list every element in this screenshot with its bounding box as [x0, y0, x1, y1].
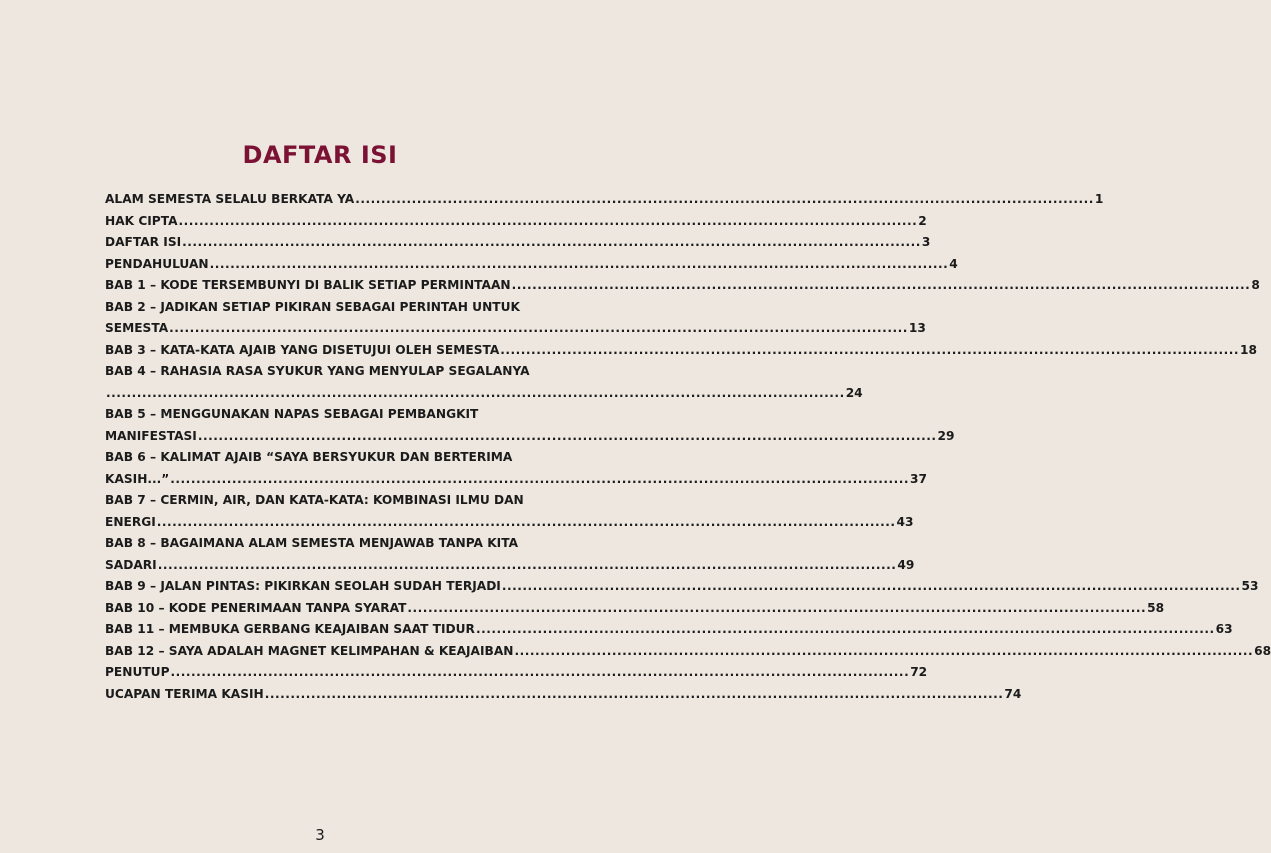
toc-entry-title: PENDAHULUAN	[105, 256, 209, 271]
toc-entry	[105, 576, 1259, 598]
toc-entry-title: BAB 4 – RAHASIA RASA SYUKUR YANG MENYULAP SEGALANYA	[105, 364, 530, 378]
toc-entry-title: SADARI	[105, 557, 157, 572]
toc-entry-title: ENERGI	[105, 514, 156, 529]
toc-entry	[105, 662, 928, 684]
toc-entry-page: 8	[1251, 278, 1260, 292]
toc-entry	[105, 340, 1257, 362]
toc-entry-page: 53	[1241, 579, 1259, 593]
toc-dot-leader	[210, 254, 949, 276]
toc-entry-title: BAB 2 – JADIKAN SETIAP PIKIRAN SEBAGAI PERINTAH UNTUK	[105, 299, 520, 314]
toc-entry-page: 37	[910, 471, 927, 486]
toc-entry-title: DAFTAR ISI	[105, 235, 182, 249]
toc-entry	[105, 297, 541, 319]
toc-dot-leader	[179, 211, 918, 233]
toc-entry	[105, 426, 955, 448]
toc-dot-leader	[476, 619, 1215, 641]
page-number: 3	[315, 826, 325, 844]
toc-entry-title: BAB 9 – JALAN PINTAS: PIKIRKAN SEOLAH SUDAH TERJADI	[105, 579, 501, 593]
toc-entry	[105, 641, 1271, 663]
toc-entry	[105, 533, 541, 555]
toc-entry	[105, 361, 541, 383]
toc-dot-leader	[355, 189, 1094, 211]
toc-entry	[105, 404, 541, 426]
toc-dot-leader	[182, 232, 921, 254]
toc-entry-page: 68	[1254, 643, 1271, 658]
toc-dot-leader	[500, 340, 1239, 362]
toc-entry-page: 4	[949, 256, 958, 271]
toc-entry-page: 1	[1094, 192, 1104, 206]
toc-entry	[105, 232, 931, 254]
toc-dot-leader	[514, 641, 1253, 663]
toc-dot-leader	[169, 318, 908, 340]
toc-entry-page: 2	[918, 213, 927, 228]
toc-entry	[105, 254, 958, 276]
toc-entry-title: BAB 6 – KALIMAT AJAIB “SAYA BERSYUKUR DAN BERTERIMA	[105, 450, 513, 464]
toc-entry	[105, 469, 927, 491]
toc-entry-page: 24	[845, 385, 863, 400]
toc-entry	[105, 275, 1260, 297]
toc-entry-page: 72	[910, 665, 928, 679]
toc-entry	[105, 211, 927, 233]
toc-dot-leader	[157, 512, 896, 534]
toc-entry	[105, 619, 1233, 641]
toc-entry	[105, 512, 914, 534]
page-title: DAFTAR ISI	[242, 141, 398, 169]
toc-entry-title: ALAM SEMESTA SELALU BERKATA YA	[105, 192, 355, 206]
toc-entry-page: 74	[1004, 686, 1022, 701]
toc-entry	[105, 189, 1104, 211]
toc-entry-title: BAB 7 – CERMIN, AIR, DAN KATA-KATA: KOMBINASI ILMU DAN	[105, 493, 524, 507]
toc-entry	[105, 447, 541, 469]
toc-entry-page: 29	[937, 428, 955, 443]
toc-entry-title: BAB 8 – BAGAIMANA ALAM SEMESTA MENJAWAB TANPA KITA	[105, 536, 519, 550]
toc-entry-title: BAB 12 – SAYA ADALAH MAGNET KELIMPAHAN & KEAJAIBAN	[105, 643, 514, 658]
toc-dot-leader	[512, 275, 1251, 297]
toc-entry-title: PENUTUP	[105, 665, 170, 679]
toc-entry-page: 13	[908, 321, 926, 335]
toc-entry-page: 58	[1147, 600, 1165, 615]
toc-dot-leader	[407, 598, 1146, 620]
toc-entry	[105, 490, 541, 512]
toc-dot-leader	[265, 684, 1004, 706]
toc-entry-title: UCAPAN TERIMA KASIH	[105, 686, 264, 701]
toc-entry-title: MANIFESTASI	[105, 428, 197, 443]
toc-entry-title: BAB 1 – KODE TERSEMBUNYI DI BALIK SETIAP PERMINTAAN	[105, 278, 511, 292]
toc-entry-page: 3	[921, 235, 931, 249]
toc-entry-title: HAK CIPTA	[105, 213, 178, 228]
toc-dot-leader	[106, 383, 845, 405]
toc-dot-leader	[171, 662, 910, 684]
toc-entry	[105, 383, 863, 405]
toc-entry-title: BAB 10 – KODE PENERIMAAN TANPA SYARAT	[105, 600, 407, 615]
toc-entry-title: BAB 3 – KATA-KATA AJAIB YANG DISETUJUI OLEH SEMESTA	[105, 342, 500, 357]
toc-entry-page: 49	[897, 557, 915, 572]
toc-dot-leader	[158, 555, 897, 577]
toc-entry	[105, 684, 1022, 706]
toc-entry-title: SEMESTA	[105, 321, 169, 335]
toc-entry-page: 43	[896, 514, 914, 529]
toc-entry-page: 63	[1215, 622, 1233, 636]
toc-dot-leader	[170, 469, 909, 491]
toc-dot-leader	[198, 426, 937, 448]
toc-dot-leader	[502, 576, 1241, 598]
toc-entry-title: BAB 5 – MENGGUNAKAN NAPAS SEBAGAI PEMBANGKIT	[105, 407, 479, 421]
toc-entry-title: KASIH...”	[105, 471, 170, 486]
toc-entry	[105, 318, 926, 340]
toc-entry-page: 18	[1239, 342, 1257, 357]
table-of-contents	[105, 189, 1271, 705]
toc-entry	[105, 598, 1165, 620]
toc-entry	[105, 555, 915, 577]
toc-entry-title: BAB 11 – MEMBUKA GERBANG KEAJAIBAN SAAT TIDUR	[105, 622, 475, 636]
